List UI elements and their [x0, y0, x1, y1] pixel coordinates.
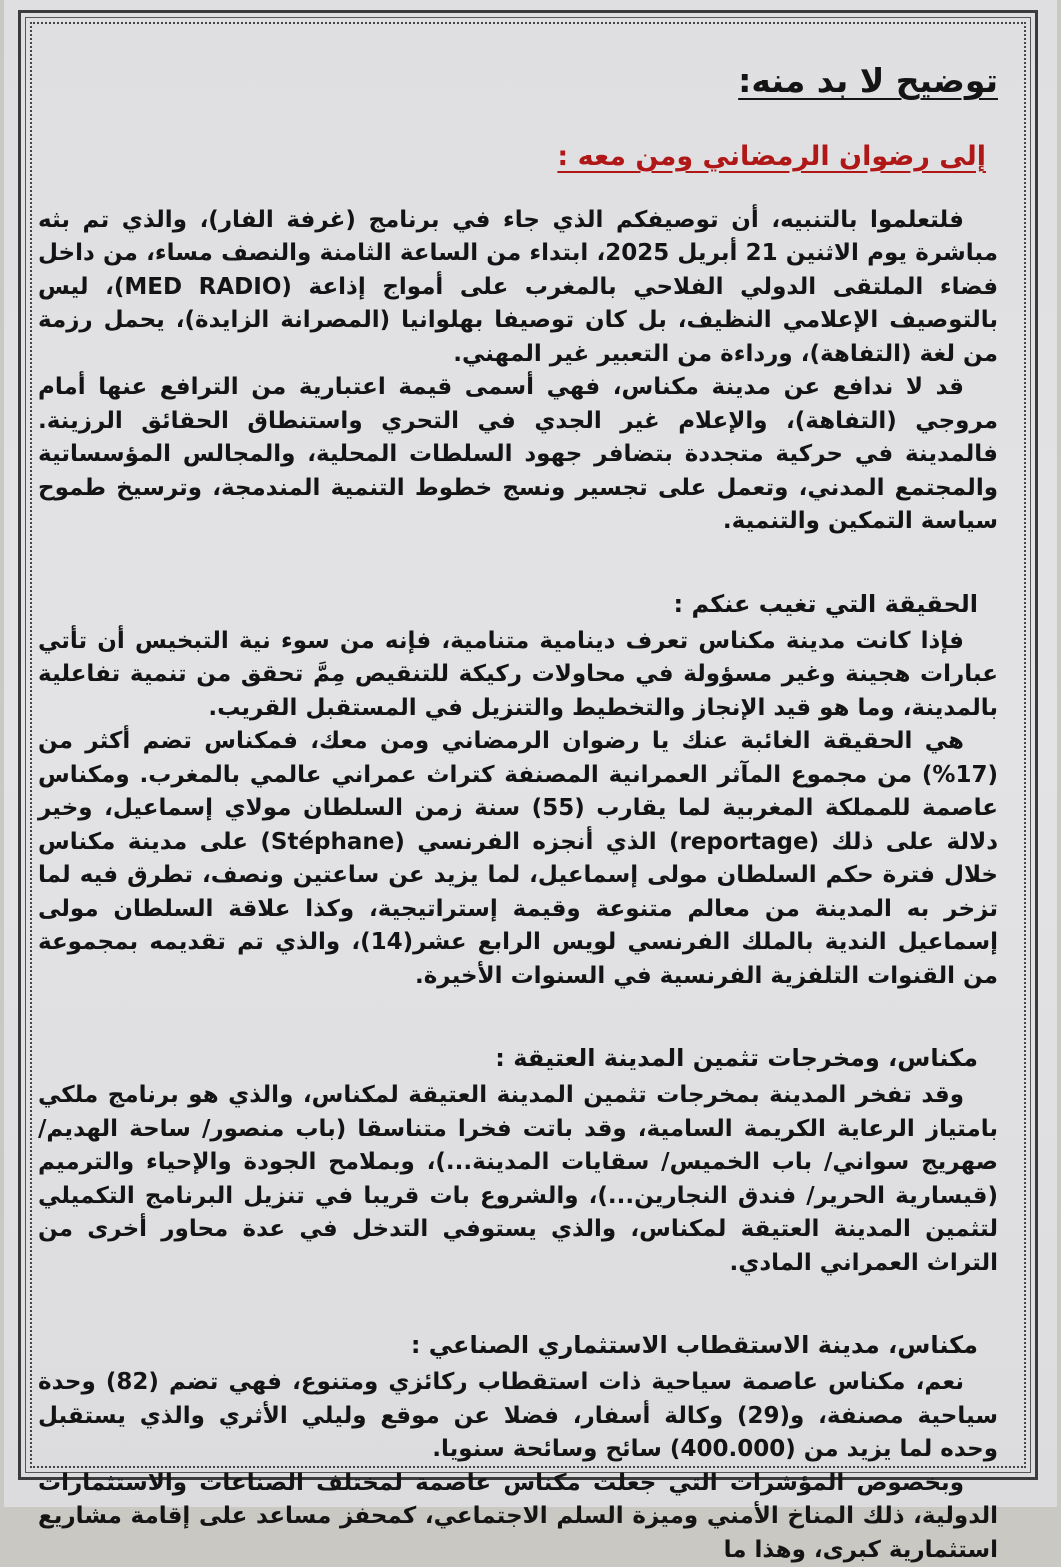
intro-paragraph-1: فلتعلموا بالتنبيه، أن توصيفكم الذي جاء في برنامج (غرفة الفار)، والذي تم بثه مباشرة يوم الاثنين 21 أبريل 2025، ابتداء من الساعة الثامنة والنصف مساء، من داخل فضاء الملتقى الدولي الفلاحي بالمغرب على أمواج إذاعة (MED RADIO)، ليس بالتوصيف الإعلامي النظيف، بل كان توصيفا بهلوانيا (المصرانة الزايدة)، يحمل رزمة من لغة (التفاهة)، ورداءة من التعبير غير المهني.: [38, 206, 999, 367]
section1-paragraph-1: فإذا كانت مدينة مكناس تعرف دينامية متنامية، فإنه من سوء نية التبخيس أن تأتي عبارات هجينة وغير مسؤولة في محاولات ركيكة للتنقيص مِمَّ تحقق من تنمية تفاعلية بالمدينة، وما هو قيد الإنجاز والتخطيط والتنزيل في المستقبل القريب.: [38, 627, 998, 721]
section3-paragraph-1: نعم، مكناس عاصمة سياحية ذات استقطاب ركائزي ومتنوع، فهي تضم (82) وحدة سياحية مصنفة، و(29) وكالة أسفار، فضلا عن موقع وليلي الأثري والذي يستقبل وحده لما يزيد من (400.000) سائح وسائحة سنويا.: [38, 1369, 998, 1463]
section3-paragraph-2: وبخصوص المؤشرات التي جعلت مكناس عاصمة لمختلف الصناعات والاستثمارات الدولية، ذلك المناخ الأمني وميزة السلم الاجتماعي، كمحفز مساعد على إقامة مشاريع استثمارية كبرى، وهذا ما: [38, 1469, 998, 1563]
document-title: توضيح لا بد منه:: [738, 61, 998, 100]
section2-paragraph-1: وقد تفخر المدينة بمخرجات تثمين المدينة العتيقة لمكناس، والذي هو برنامج ملكي بامتياز الرعاية الكريمة السامية، وقد باتت فخرا متناسقا (باب منصور/ ساحة الهديم/ صهريج سواني/ باب الخميس/ سقايات المدينة...)، وبملامح الجودة والإحياء والترميم (قيسارية الحرير/ فندق النجارين...)، والشروع بات قريبا في تنزيل البرنامج التكميلي لتثمين المدينة العتيقة لمكناس، والذي يستوفي التدخل في عدة محاور أخرى من التراث العمراني المادي.: [38, 1082, 998, 1276]
spacer: [38, 1280, 998, 1328]
spacer: [38, 993, 998, 1041]
document-body: [38, 60, 998, 1567]
section-heading-old-medina: مكناس، ومخرجات تثمين المدينة العتيقة :: [495, 1044, 978, 1073]
section1-paragraph-2: هي الحقيقة الغائبة عنك يا رضوان الرمضاني ومن معك، فمكناس تضم أكثر من (17%) من مجموع المآثر العمرانية المصنفة كتراث عمراني عالمي بالمغرب. ومكناس عاصمة للمملكة المغربية لما يقارب (55) سنة زمن السلطان مولاي إسماعيل، وخير دلالة على ذلك (reportage) الذي أنجزه الفرنسي (Stéphane) على مدينة مكناس خلال فترة حكم السلطان مولى إسماعيل، لما يزيد عن ساعتين ونصف، تطرق فيه لما تزخر به المدينة من معالم متنوعة وقيمة إستراتيجية، وكذا علاقة السلطان مولى إسماعيل الندية بالملك الفرنسي لويس الرابع عشر(14)، والذي تم تقديمه بمجموعة من القنوات التلفزية الفرنسية في السنوات الأخيرة.: [38, 728, 998, 989]
section-heading-truth: الحقيقة التي تغيب عنكم :: [673, 589, 978, 618]
recipient-line: إلى رضوان الرمضاني ومن معه :: [557, 140, 986, 172]
spacer: [38, 539, 998, 587]
intro-paragraph-2: قد لا ندافع عن مدينة مكناس، فهي أسمى قيمة اعتبارية من الترافع عنها أمام مروجي (التفاهة)، والإعلام غير الجدي في التحري واستنطاق الحقائق الرزينة. فالمدينة في حركية متجددة بتضافر جهود السلطات المحلية، والمجالس المؤسساتية والمجتمع المدني، وتعمل على تجسير ونسج خطوط التنمية المندمجة، وترسيخ طموح سياسة التمكين والتنمية.: [38, 374, 998, 535]
paper-sheet: [4, 0, 1057, 1563]
section-heading-investment: مكناس، مدينة الاستقطاب الاستثماري الصناعي :: [410, 1331, 978, 1360]
